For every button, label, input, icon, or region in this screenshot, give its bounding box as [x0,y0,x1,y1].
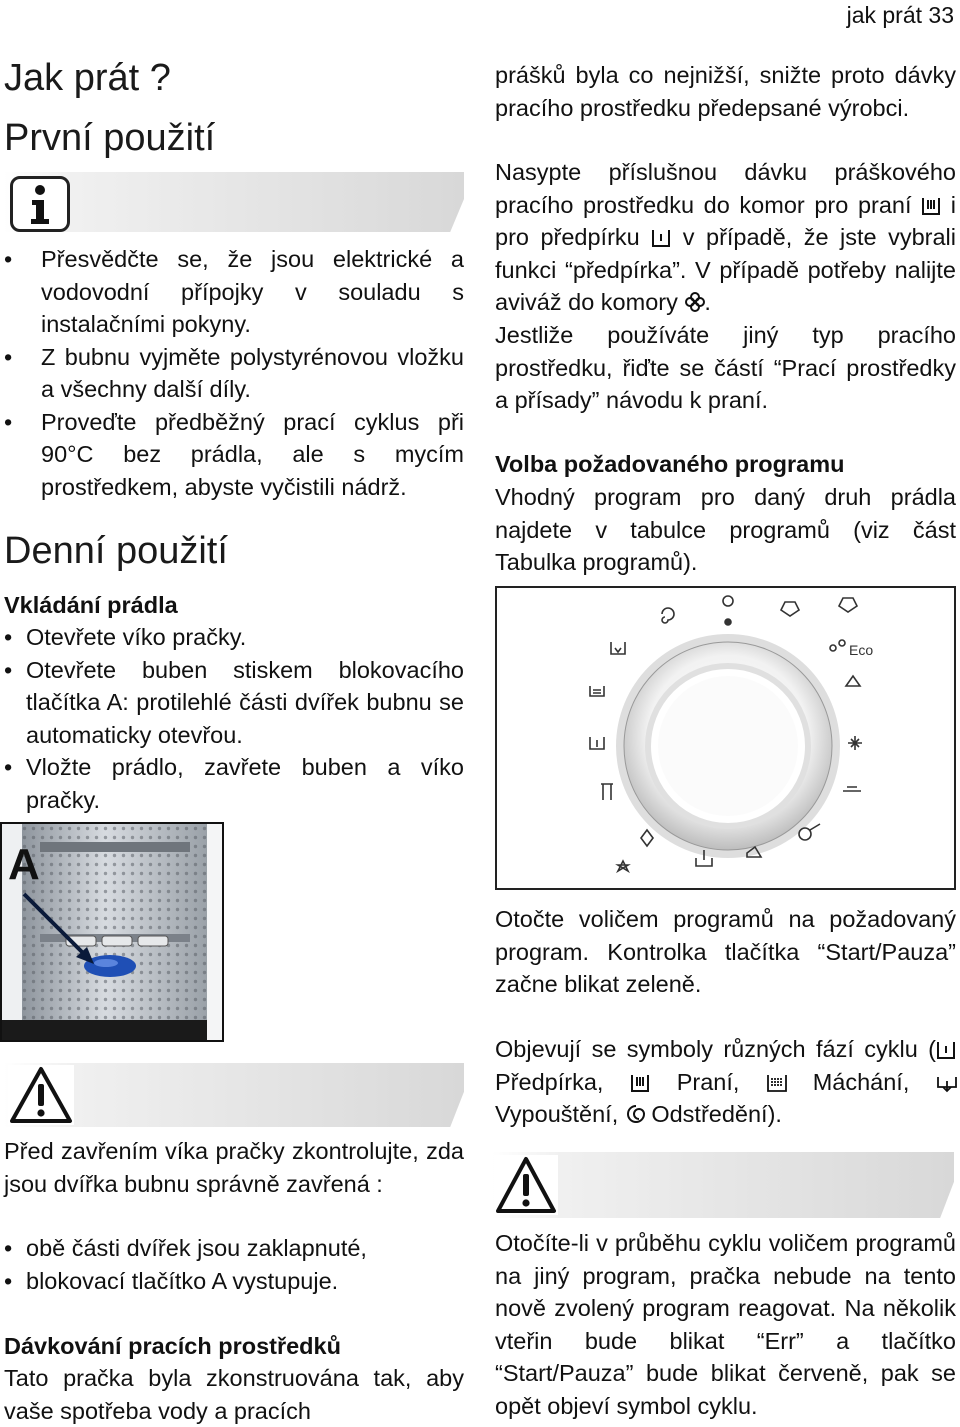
program-text: Vhodný program pro daný druh prádla najdete v tabulce programů (viz část Tabulka programů). [495,484,956,575]
warning-icon [494,1155,558,1215]
rinse-icon [766,1069,786,1089]
powder-text-a: Nasypte příslušnou dávku práškového pracího prostředku do komor pro praní [495,159,956,218]
list-item: • Vložte prádlo, zavřete buben a víko pračky. [4,751,464,816]
list-item: • Z bubnu vyjměte polystyrénovou vložku a všechny další díly. [4,341,464,406]
info-icon [10,176,70,232]
latch-label: A [8,840,40,889]
symbols-drain-label: Vypouštění, [495,1101,619,1127]
loading-heading: Vkládání prádla [4,592,178,618]
dosing-text: Tato pračka byla zkonstruována tak, aby vaše spotřeba vody a pracích [4,1365,464,1424]
warning-bar-right [492,1152,954,1218]
info-bar [4,172,464,232]
symbols-text-intro: Objevují se symboly různých fází cyklu ( [495,1036,936,1062]
powder-text-d: . [704,289,711,315]
symbols-rinse-label: Máchání, [812,1068,910,1095]
title-how-to-wash: Jak prát ? [4,57,171,99]
dosing-heading: Dávkování pracích prostředků [4,1333,341,1359]
selector-warning-text: Otočíte-li v průběhu cyklu voličem programů na jiný program, pračka nebude na tento nově zvolený program reagovat. Na několik vteřin bude blikat “Err” a tlačítko “Start/Pauza” bude blikat červeně, pak se opět objeví symbol cyklu. [495,1230,956,1419]
powder-instructions [495,156,956,319]
list-item: • Proveďte předběžný prací cyklus při 90°C bez prádla, ale s mycím prostředkem, abyste vyčistili nádrž. [4,406,464,504]
prewash-icon [651,224,671,244]
softener-icon [684,289,704,309]
powder-text-c: v případě, že jste vybrali funkci “předpírka”. V případě potřeby nalijte aviváž do komory [495,224,957,315]
powder-text-b: i pro předpírku [495,191,957,250]
title-daily-use: Denní použití [4,530,228,572]
drain-icon [936,1069,956,1089]
turn-selector-text: Otočte voličem programů na požadovaný program. Kontrolka tlačítka “Start/Pauza” začne blikat zeleně. [495,906,956,997]
list-item: • Přesvědčte se, že jsou elektrické a vodovodní přípojky v souladu s instalačními pokyny. [4,243,464,341]
wash-icon [630,1069,650,1089]
prewash-icon [936,1036,956,1056]
warning-list [4,1232,464,1297]
drum-latch-photo [0,822,224,1042]
first-use-list [4,243,464,503]
title-first-use: První použití [4,117,216,159]
dosing-continued-text: prášků byla co nejnižší, snižte proto dávky pracího prostředku předepsané výrobci. [495,62,956,121]
wash-icon [921,192,941,212]
list-item: • Otevřete víko pračky. [4,621,464,654]
program-heading: Volba požadovaného programu [495,451,845,477]
program-dial-illustration [495,586,956,890]
dial-eco-label: Eco [849,642,874,658]
page-number-header: jak prát 33 [846,2,954,28]
symbols-wash-label: Praní, [676,1068,740,1095]
warning-icon [8,1065,74,1125]
symbols-spin-label: Odstředění). [651,1101,782,1127]
list-item: • Otevřete buben stiskem blokovacího tlačítka A: protilehlé části dvířek bubnu se automaticky otevřou. [4,654,464,752]
cycle-symbols-text [495,1033,956,1131]
list-item: • blokovací tlačítko A vystupuje. [4,1265,464,1298]
warning-bar-background [492,1152,954,1218]
other-detergent-text: Jestliže používáte jiný typ pracího prostředku, řiďte se částí “Prací prostředky a přísady” návodu k praní. [495,322,956,413]
warning-bar-left [4,1063,464,1127]
list-item: • obě části dvířek jsou zaklapnuté, [4,1232,464,1265]
loading-list [4,621,464,816]
info-bar-background [4,172,464,232]
warning-intro-text: Před zavřením víka pračky zkontrolujte, zda jsou dvířka bubnu správně zavřená : [4,1138,464,1197]
spin-icon [625,1101,645,1121]
symbols-prewash-label: Předpírka, [495,1068,604,1095]
